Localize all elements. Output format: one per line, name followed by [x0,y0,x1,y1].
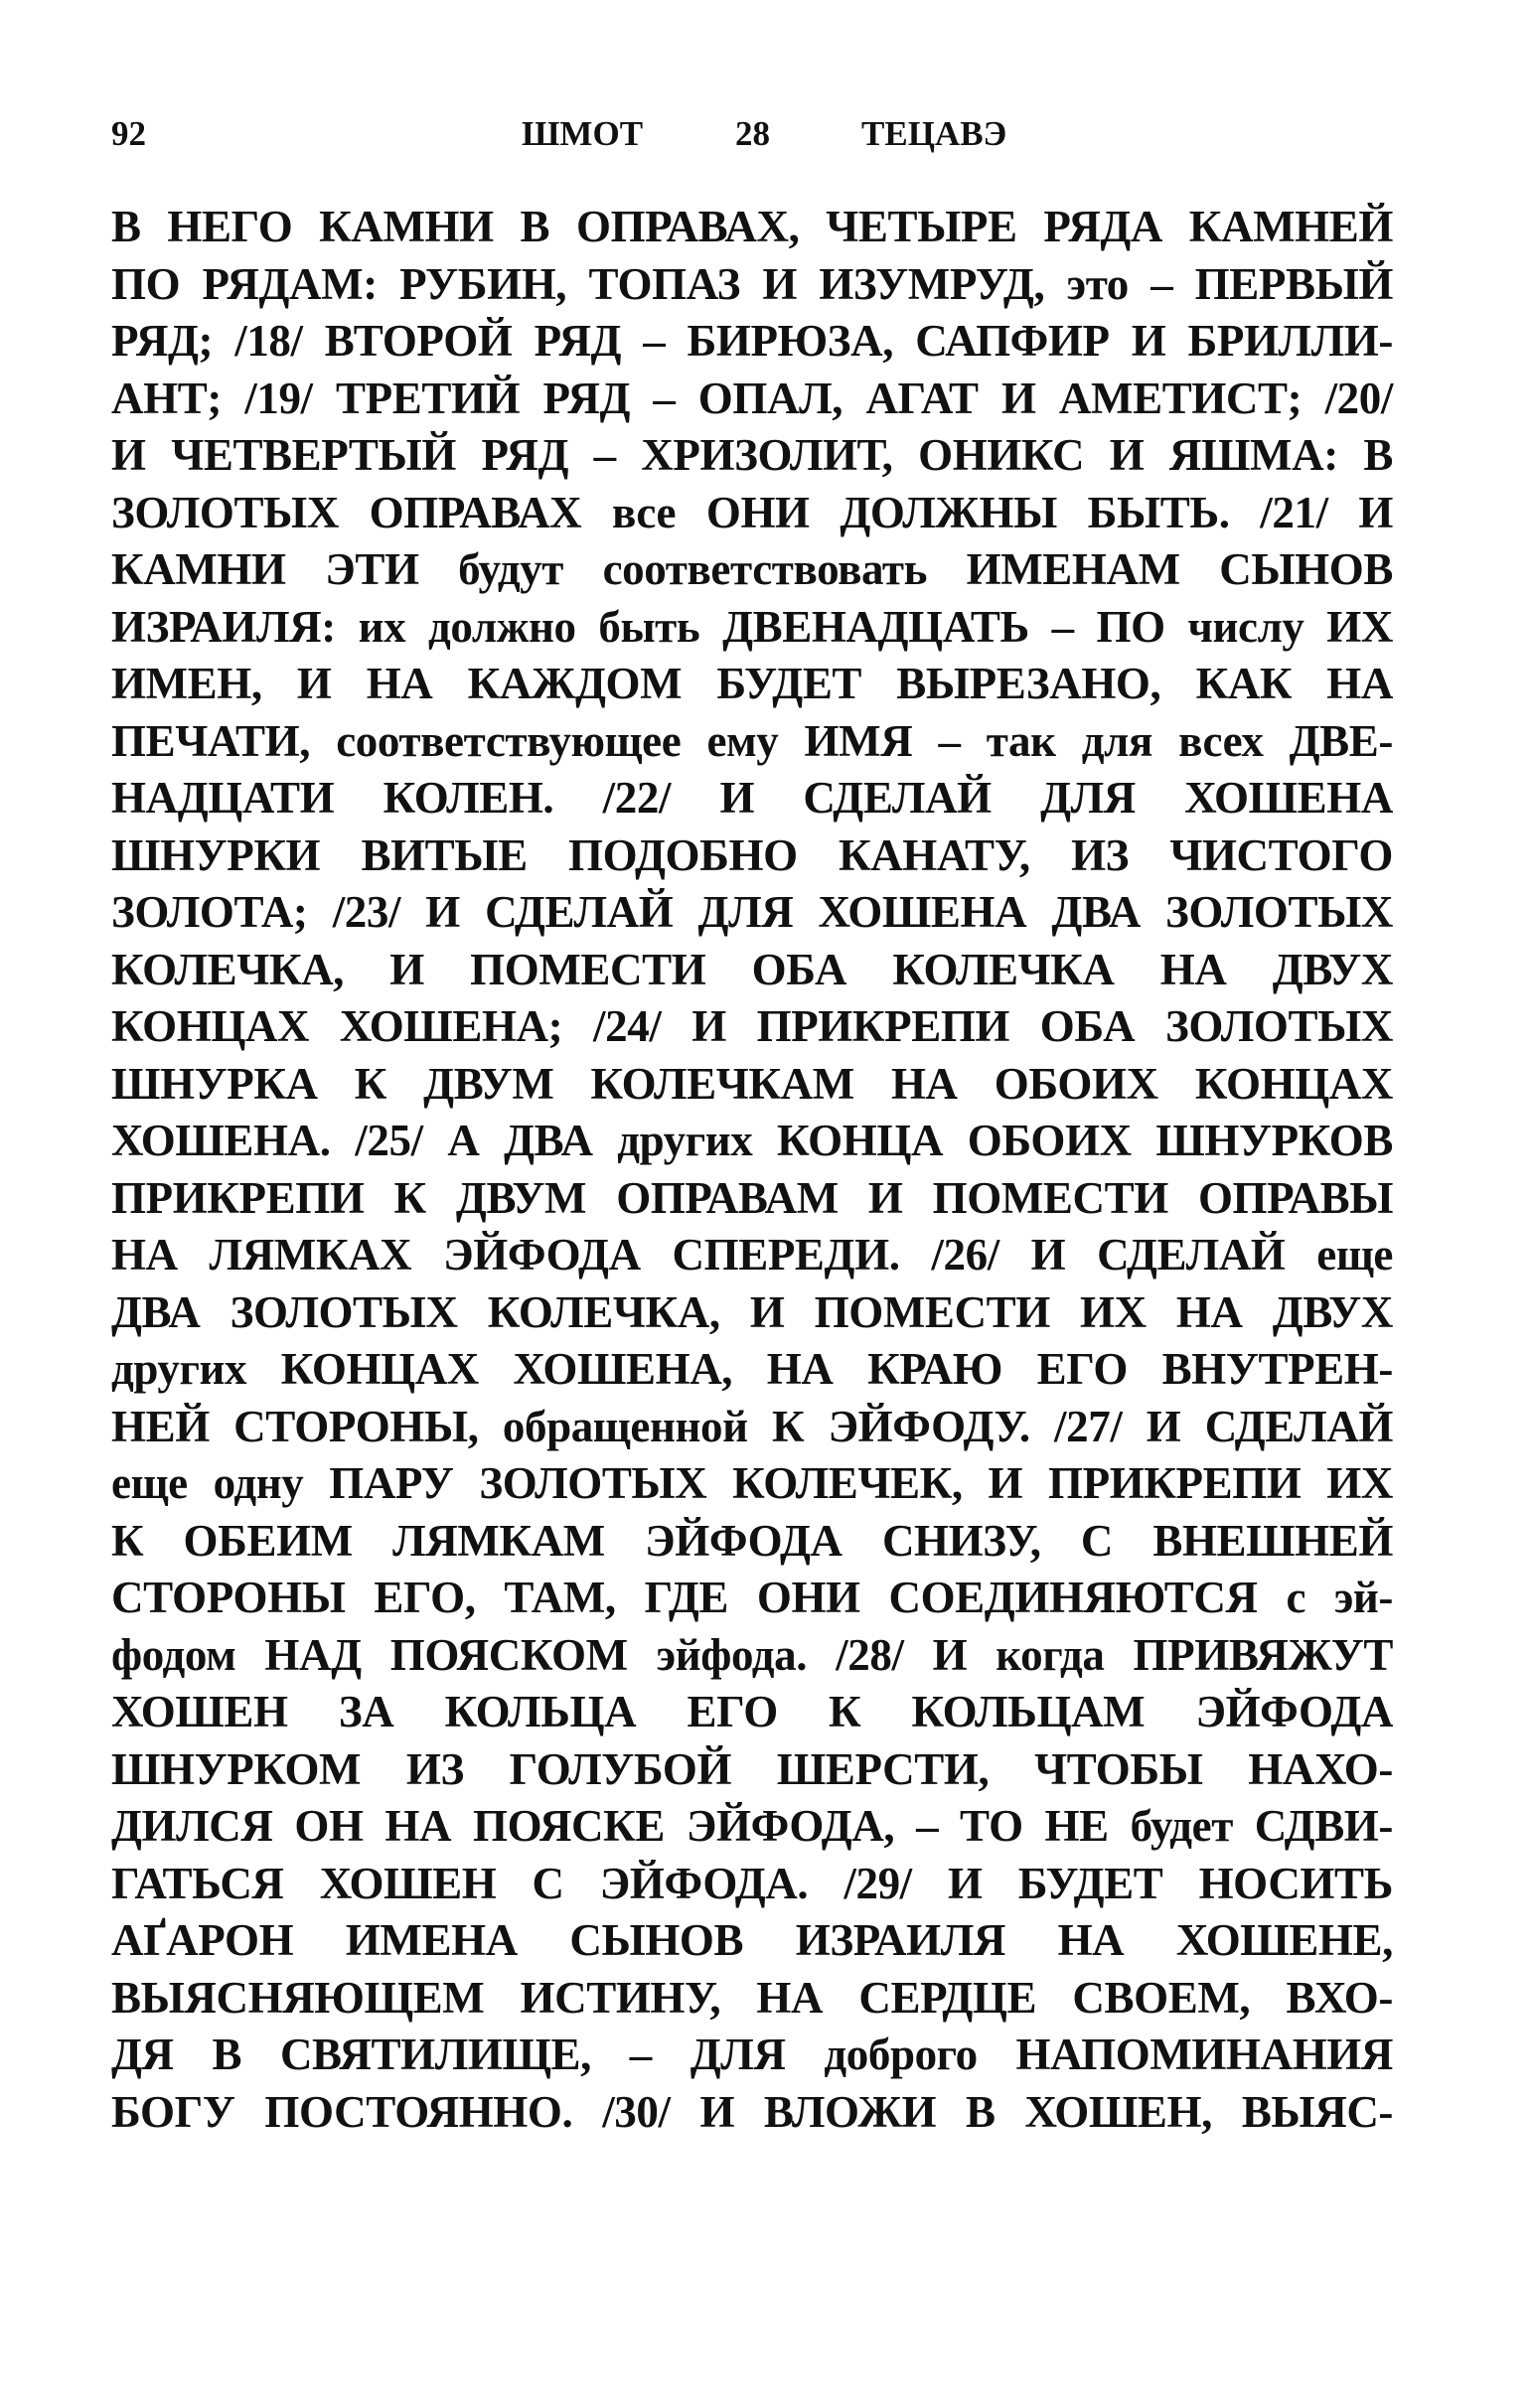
text-line: НА ЛЯМКАХ ЭЙФОДА СПЕРЕДИ. /26/ И СДЕЛАЙ еще [111,1230,1393,1279]
text-line: ХОШЕНА. /25/ А ДВА других КОНЦА ОБОИХ ШНУРКОВ [111,1116,1393,1165]
chapter-number: 28 [735,114,770,153]
body-text [111,199,1393,2141]
text-line: ГАТЬСЯ ХОШЕН С ЭЙФОДА. /29/ И БУДЕТ НОСИТЬ [111,1858,1393,1908]
text-line: КАМНИ ЭТИ будут соответствовать ИМЕНАМ СЫНОВ [111,544,1393,594]
text-line: ДЯ В СВЯТИЛИЩЕ, – ДЛЯ доброго НАПОМИНАНИЯ [111,2030,1393,2079]
text-line: ИЗРАИЛЯ: их должно быть ДВЕНАДЦАТЬ – ПО числу ИХ [111,601,1393,652]
text-line: НЕЙ СТОРОНЫ, обращенной К ЭЙФОДУ. /27/ И СДЕЛАЙ [111,1401,1393,1451]
text-line: еще одну ПАРУ ЗОЛОТЫХ КОЛЕЧЕК, И ПРИКРЕПИ ИХ [111,1458,1393,1508]
text-line: ПЕЧАТИ, соответствующее ему ИМЯ – так для всех ДВЕ- [111,715,1393,766]
text-line: БОГУ ПОСТОЯННО. /30/ И ВЛОЖИ В ХОШЕН, ВЫЯС- [111,2086,1393,2137]
text-line: РЯД; /18/ ВТОРОЙ РЯД – БИРЮЗА, САПФИР И БРИЛЛИ- [111,316,1393,366]
text-line: других КОНЦАХ ХОШЕНА, НА КРАЮ ЕГО ВНУТРЕН- [111,1344,1393,1394]
text-line: ВЫЯСНЯЮЩЕМ ИСТИНУ, НА СЕРДЦЕ СВОЕМ, ВХО- [111,1972,1393,2023]
text-line: КОЛЕЧКА, И ПОМЕСТИ ОБА КОЛЕЧКА НА ДВУХ [111,944,1393,994]
text-line: КОНЦАХ ХОШЕНА; /24/ И ПРИКРЕПИ ОБА ЗОЛОТЫХ [111,1001,1393,1051]
text-line: ШНУРКИ ВИТЫЕ ПОДОБНО КАНАТУ, ИЗ ЧИСТОГО [111,829,1393,880]
text-line: ДИЛСЯ ОН НА ПОЯСКЕ ЭЙФОДА, – ТО НЕ будет СДВИ- [111,1801,1393,1851]
book-title: ШМОТ [522,114,644,153]
page-number: 92 [111,114,146,153]
text-line: СТОРОНЫ ЕГО, ТАМ, ГДЕ ОНИ СОЕДИНЯЮТСЯ с эй- [111,1573,1393,1622]
text-line: ЗОЛОТЫХ ОПРАВАХ все ОНИ ДОЛЖНЫ БЫТЬ. /21/ И [111,487,1393,537]
running-head [111,104,1393,164]
text-line: ХОШЕН ЗА КОЛЬЦА ЕГО К КОЛЬЦАМ ЭЙФОДА [111,1687,1393,1736]
text-line: АҐАРОН ИМЕНА СЫНОВ ИЗРАИЛЯ НА ХОШЕНЕ, [111,1915,1393,1965]
text-line: В НЕГО КАМНИ В ОПРАВАХ, ЧЕТЫРЕ РЯДА КАМНЕЙ [111,202,1393,251]
text-line: АНТ; /19/ ТРЕТИЙ РЯД – ОПАЛ, АГАТ И АМЕТИСТ; /20/ [111,373,1393,423]
text-line: ПРИКРЕПИ К ДВУМ ОПРАВАМ И ПОМЕСТИ ОПРАВЫ [111,1172,1393,1223]
text-line: ДВА ЗОЛОТЫХ КОЛЕЧКА, И ПОМЕСТИ ИХ НА ДВУХ [111,1286,1393,1337]
text-line: НАДЦАТИ КОЛЕН. /22/ И СДЕЛАЙ ДЛЯ ХОШЕНА [111,773,1393,823]
text-line: ШНУРКА К ДВУМ КОЛЕЧКАМ НА ОБОИХ КОНЦАХ [111,1058,1393,1109]
text-line: К ОБЕИМ ЛЯМКАМ ЭЙФОДА СНИЗУ, С ВНЕШНЕЙ [111,1515,1393,1566]
text-line: ЗОЛОТА; /23/ И СДЕЛАЙ ДЛЯ ХОШЕНА ДВА ЗОЛОТЫХ [111,887,1393,937]
text-line: ШНУРКОМ ИЗ ГОЛУБОЙ ШЕРСТИ, ЧТОБЫ НАХО- [111,1743,1393,1794]
portion-name: ТЕЦАВЭ [861,114,1007,153]
text-line: ПО РЯДАМ: РУБИН, ТОПАЗ И ИЗУМРУД, это – ПЕРВЫЙ [111,258,1393,309]
text-line: И ЧЕТВЕРТЫЙ РЯД – ХРИЗОЛИТ, ОНИКС И ЯШМА: В [111,430,1393,480]
text-line: ИМЕН, И НА КАЖДОМ БУДЕТ ВЫРЕЗАНО, КАК НА [111,659,1393,708]
text-line: фодом НАД ПОЯСКОМ эйфода. /28/ И когда ПРИВЯЖУТ [111,1629,1393,1680]
